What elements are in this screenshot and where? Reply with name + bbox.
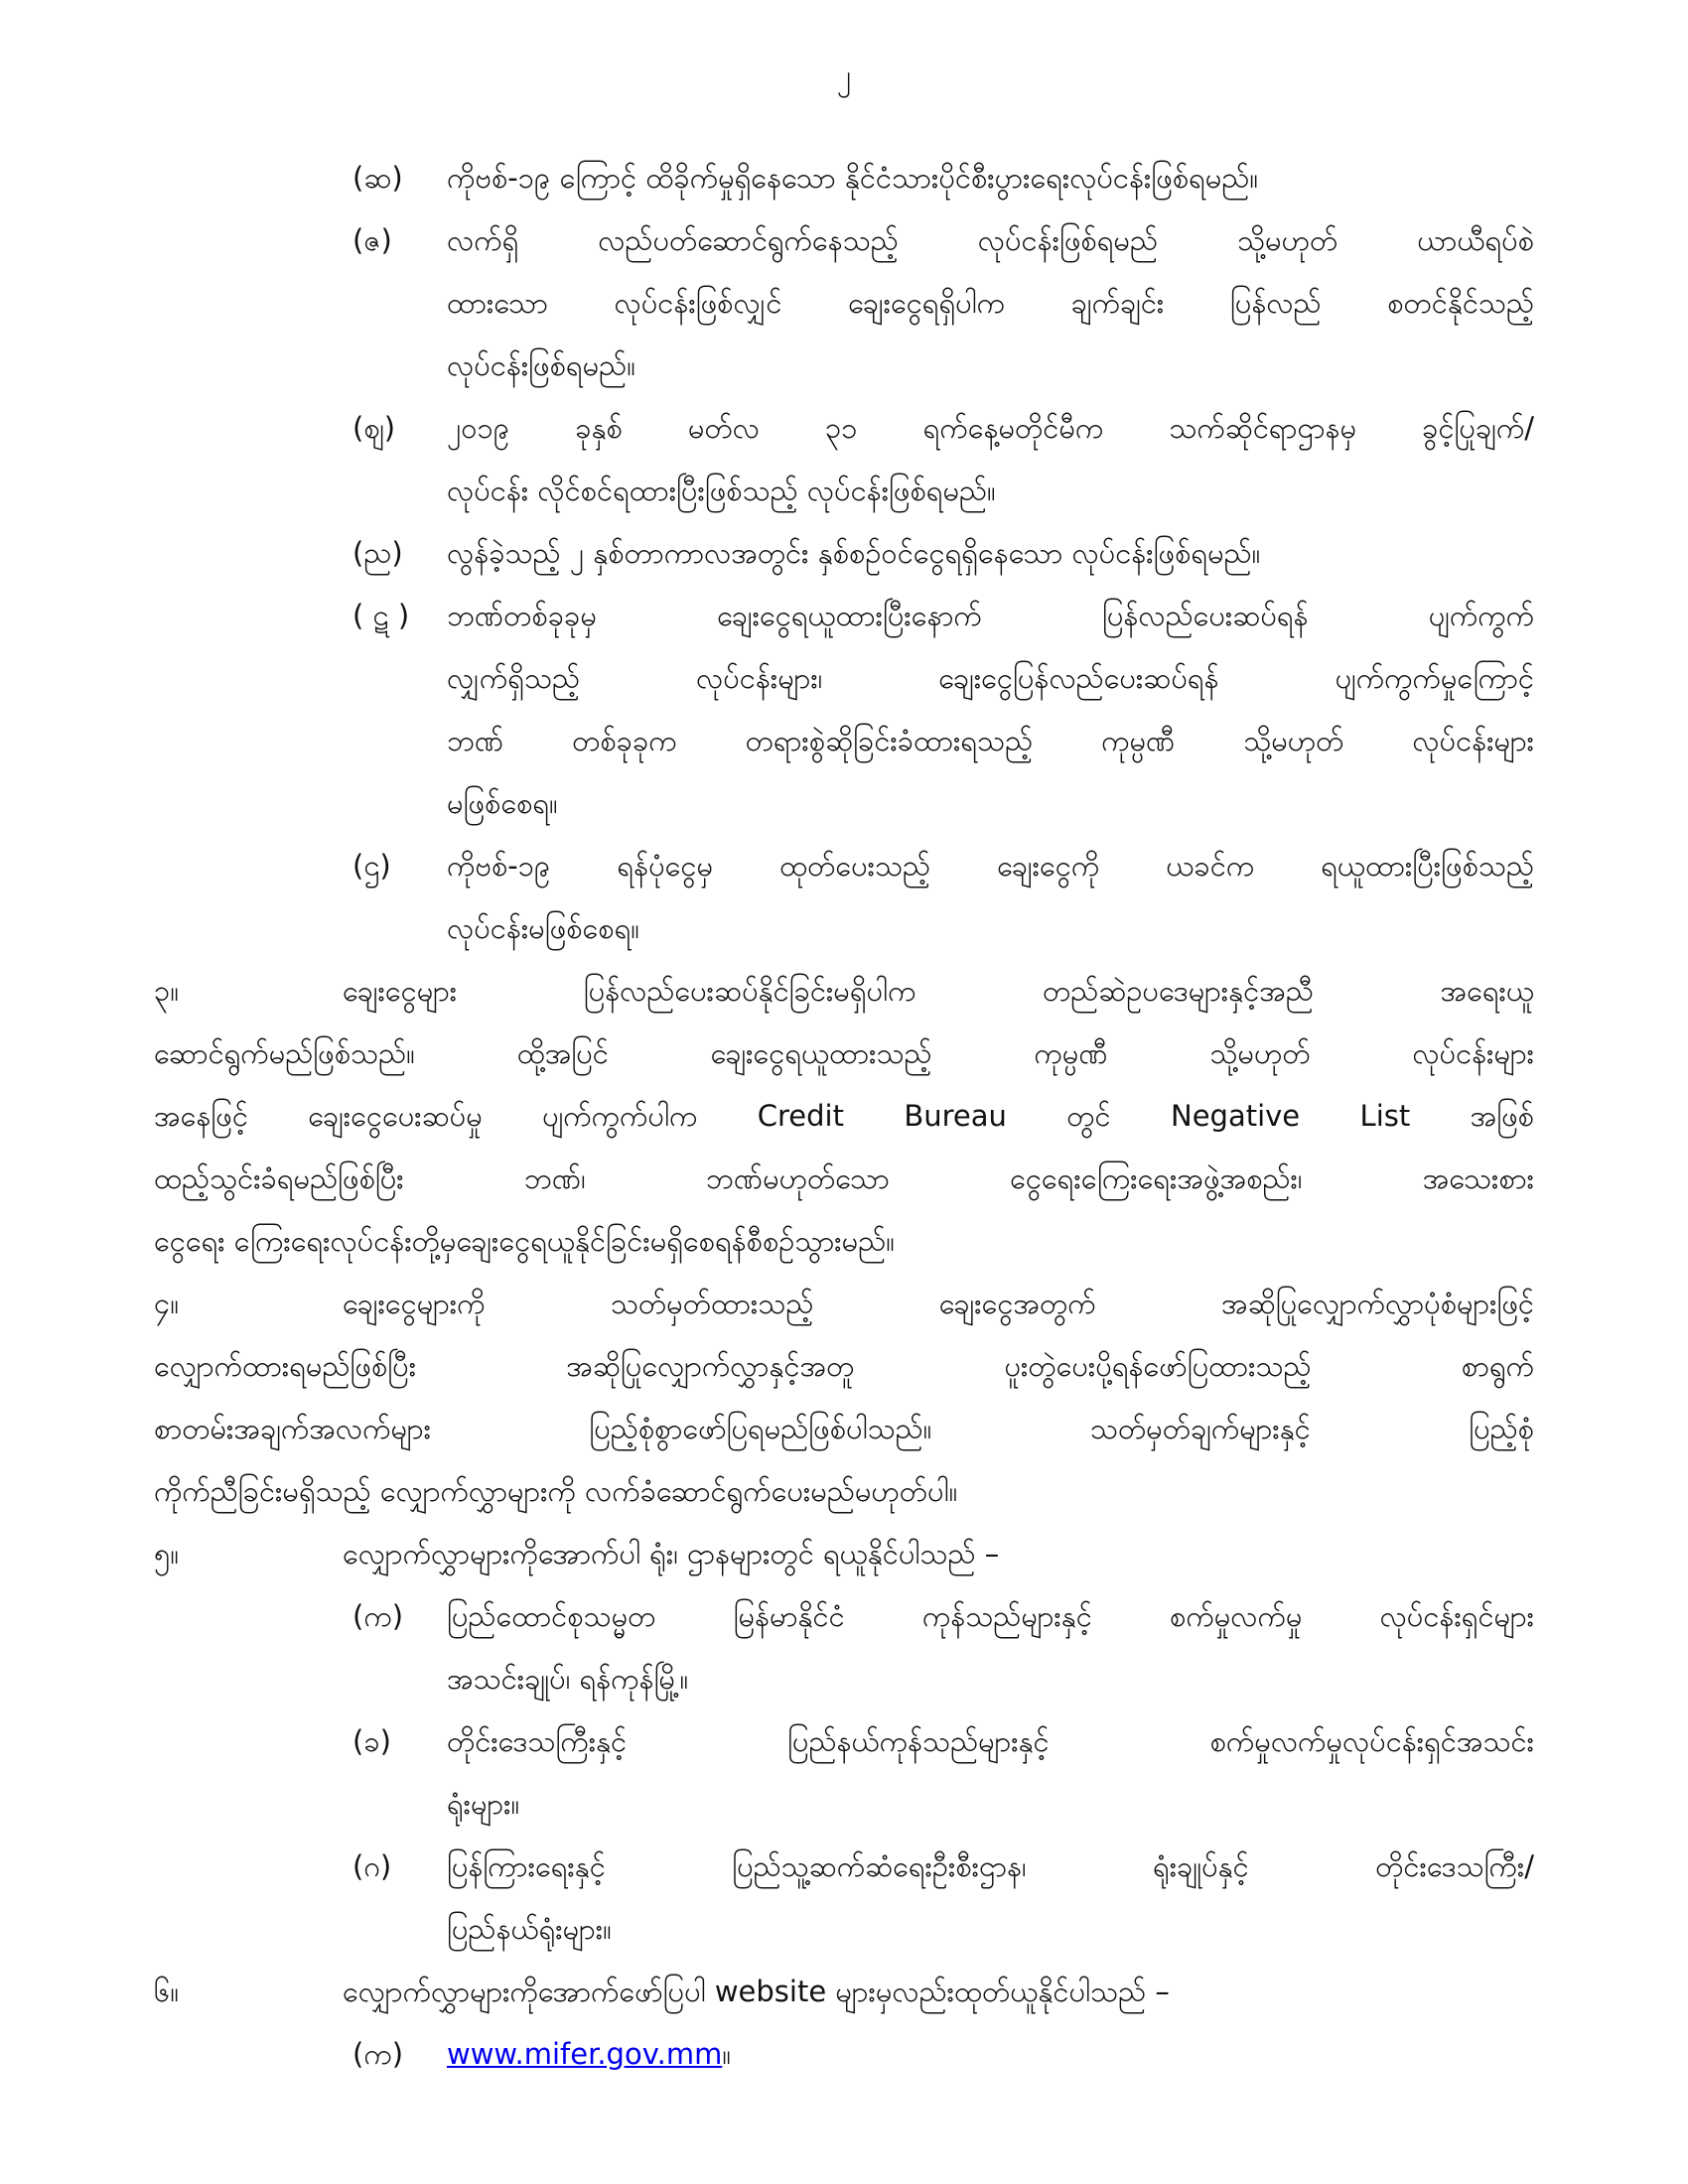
paragraph-number: ၃။	[154, 974, 180, 1008]
item-label: (ခ)	[352, 1724, 391, 1758]
text-line: လျှက်ရှိသည့် လုပ်ငန်းများ၊ ချေးငွေပြန်လည်ပေးဆပ်ရန် ပျက်ကွက်မှုကြောင့်	[447, 661, 1534, 695]
office-item-ga	[352, 1836, 1534, 1961]
text-line-content: ချေးငွေများကို သတ်မှတ်ထားသည့် ချေးငွေအတွက် အဆိုပြုလျှောက်လွှာပုံစံများဖြင့်	[343, 1287, 1534, 1320]
sentence-end-mark: ။	[722, 2037, 732, 2071]
text-line	[154, 1961, 1534, 2023]
paragraph-3	[154, 960, 1534, 1273]
text-line: ဆောင်ရွက်မည်ဖြစ်သည်။ ထို့အပြင် ချေးငွေရယူထားသည့် ကုမ္ပဏီ သို့မဟုတ် လုပ်ငန်းများ	[154, 1036, 1534, 1070]
text-line: ဘဏ် တစ်ခုခုက တရားစွဲဆိုခြင်းခံထားရသည့် ကုမ္ပဏီ သို့မဟုတ် လုပ်ငန်းများ	[447, 724, 1534, 757]
text-line: လွန်ခဲ့သည့် ၂ နှစ်တာကာလအတွင်း နှစ်စဉ်ဝင်ငွေရရှိနေသော လုပ်ငန်းဖြစ်ရမည်။	[447, 536, 1261, 570]
paragraph-4	[154, 1273, 1534, 1523]
text-line: ကိုဗစ်-၁၉ ကြောင့် ထိခိုက်မှုရှိနေသော နိုင်ငံသားပိုင်စီးပွားရေးလုပ်ငန်းဖြစ်ရမည်။	[447, 161, 1259, 195]
text-line	[447, 2023, 1534, 2086]
text-line: ပြန်ကြားရေးနှင့် ပြည်သူ့ဆက်ဆံရေးဦးစီးဌာန၊ ရုံးချုပ်နှင့် တိုင်းဒေသကြီး/	[447, 1849, 1534, 1883]
paragraph-5	[154, 1523, 1534, 1585]
office-item-ka	[352, 1585, 1534, 1710]
text-line: လုပ်ငန်းမဖြစ်စေရ။	[447, 911, 639, 945]
lettered-item-htha	[352, 835, 1534, 960]
lettered-item-sa	[352, 147, 1534, 209]
website-item-ka	[352, 2023, 1534, 2086]
item-label: (ဌ)	[352, 849, 391, 883]
text-line: လက်ရှိ လည်ပတ်ဆောင်ရွက်နေသည့် လုပ်ငန်းဖြစ်ရမည် သို့မဟုတ် ယာယီရပ်စဲ	[447, 223, 1534, 257]
text-line: အသင်းချုပ်၊ ရန်ကုန်မြို့။	[447, 1662, 689, 1696]
text-line-content: လျှောက်လွှာများကိုအောက်ပါ ရုံး၊ ဌာနများတွင် ရယူနိုင်ပါသည် –	[343, 1537, 1000, 1570]
paragraph-number: ၅။	[154, 1537, 180, 1570]
item-label: (က)	[352, 1599, 404, 1633]
text-line: တိုင်းဒေသကြီးနှင့် ပြည်နယ်ကုန်သည်များနှင့် စက်မှုလက်မှုလုပ်ငန်းရှင်အသင်း	[447, 1724, 1534, 1758]
text-line	[154, 960, 1534, 1023]
text-line: စာတမ်းအချက်အလက်များ ပြည့်စုံစွာဖော်ပြရမည်ဖြစ်ပါသည်။ သတ်မှတ်ချက်များနှင့် ပြည့်စုံ	[154, 1412, 1534, 1445]
text-line: ပြည်နယ်ရုံးများ။	[447, 1912, 612, 1946]
text-line: ဘဏ်တစ်ခုခုမှ ချေးငွေရယူထားပြီးနောက် ပြန်လည်ပေးဆပ်ရန် ပျက်ကွက်	[447, 599, 1534, 632]
text-line-content: လျှောက်လွှာများကိုအောက်ဖော်ပြပါ website များမှလည်းထုတ်ယူနိုင်ပါသည် –	[343, 1975, 1170, 2008]
text-line: ထားသော လုပ်ငန်းဖြစ်လျှင် ချေးငွေရရှိပါက ချက်ချင်း ပြန်လည် စတင်နိုင်သည့်	[447, 286, 1534, 320]
mifer-website-link[interactable]: www.mifer.gov.mm	[447, 2037, 723, 2071]
paragraph-number: ၆။	[154, 1975, 180, 2008]
text-line: လျှောက်ထားရမည်ဖြစ်ပြီး အဆိုပြုလျှောက်လွှာနှင့်အတူ ပူးတွဲပေးပို့ရန်ဖော်ပြထားသည့် စာရွက်	[154, 1349, 1534, 1383]
text-line	[154, 1523, 1534, 1585]
text-line: ရုံးများ။	[447, 1787, 520, 1821]
item-label: (ဆ)	[352, 161, 403, 195]
office-item-kha	[352, 1710, 1534, 1836]
text-line: ထည့်သွင်းခံရမည်ဖြစ်ပြီး ဘဏ်၊ ဘဏ်မဟုတ်သော ငွေရေးကြေးရေးအဖွဲ့အစည်း၊ အသေးစား	[154, 1161, 1534, 1195]
item-label: (က)	[352, 2037, 404, 2071]
text-line: ၂၀၁၉ ခုနှစ် မတ်လ ၃၁ ရက်နေ့မတိုင်မီက သက်ဆိုင်ရာဌာနမှ ခွင့်ပြုချက်/	[447, 411, 1534, 445]
paragraph-6	[154, 1961, 1534, 2023]
item-label: (ည)	[352, 536, 403, 570]
item-label: ( ဋ )	[352, 599, 410, 632]
text-line: ပြည်ထောင်စုသမ္မတ မြန်မာနိုင်ငံ ကုန်သည်များနှင့် စက်မှုလက်မှု လုပ်ငန်းရှင်များ	[447, 1599, 1534, 1633]
text-line: ကိုက်ညီခြင်းမရှိသည့် လျှောက်လွှာများကို လက်ခံဆောင်ရွက်ပေးမည်မဟုတ်ပါ။	[154, 1474, 958, 1508]
item-label: (ဇ)	[352, 223, 392, 257]
lettered-item-za	[352, 209, 1534, 397]
text-line: အနေဖြင့် ချေးငွေပေးဆပ်မှု ပျက်ကွက်ပါက Credit Bureau တွင် Negative List အဖြစ်	[154, 1099, 1534, 1133]
paragraph-number: ၄။	[154, 1287, 180, 1320]
page-number: ၂	[836, 59, 852, 92]
document-body	[154, 147, 1534, 2086]
text-line-content: ချေးငွေများ ပြန်လည်ပေးဆပ်နိုင်ခြင်းမရှိပါက တည်ဆဲဥပဒေများနှင့်အညီ အရေးယူ	[343, 974, 1534, 1008]
text-line: ကိုဗစ်-၁၉ ရန်ပုံငွေမှ ထုတ်ပေးသည့် ချေးငွေကို ယခင်က ရယူထားပြီးဖြစ်သည့်	[447, 849, 1534, 883]
lettered-item-zha	[352, 397, 1534, 522]
text-line	[154, 1273, 1534, 1335]
text-line: ငွေရေး ကြေးရေးလုပ်ငန်းတို့မှချေးငွေရယူနိုင်ခြင်းမရှိစေရန်စီစဉ်သွားမည်။	[154, 1224, 896, 1258]
lettered-item-nya	[352, 522, 1534, 585]
item-label: (ဂ)	[352, 1849, 392, 1883]
lettered-item-tta	[352, 585, 1534, 835]
text-line: လုပ်ငန်းဖြစ်ရမည်။	[447, 348, 635, 382]
text-line: လုပ်ငန်း လိုင်စင်ရထားပြီးဖြစ်သည့် လုပ်ငန်းဖြစ်ရမည်။	[447, 474, 996, 507]
text-line: မဖြစ်စေရ။	[447, 786, 558, 820]
item-label: (ဈ)	[352, 411, 396, 445]
